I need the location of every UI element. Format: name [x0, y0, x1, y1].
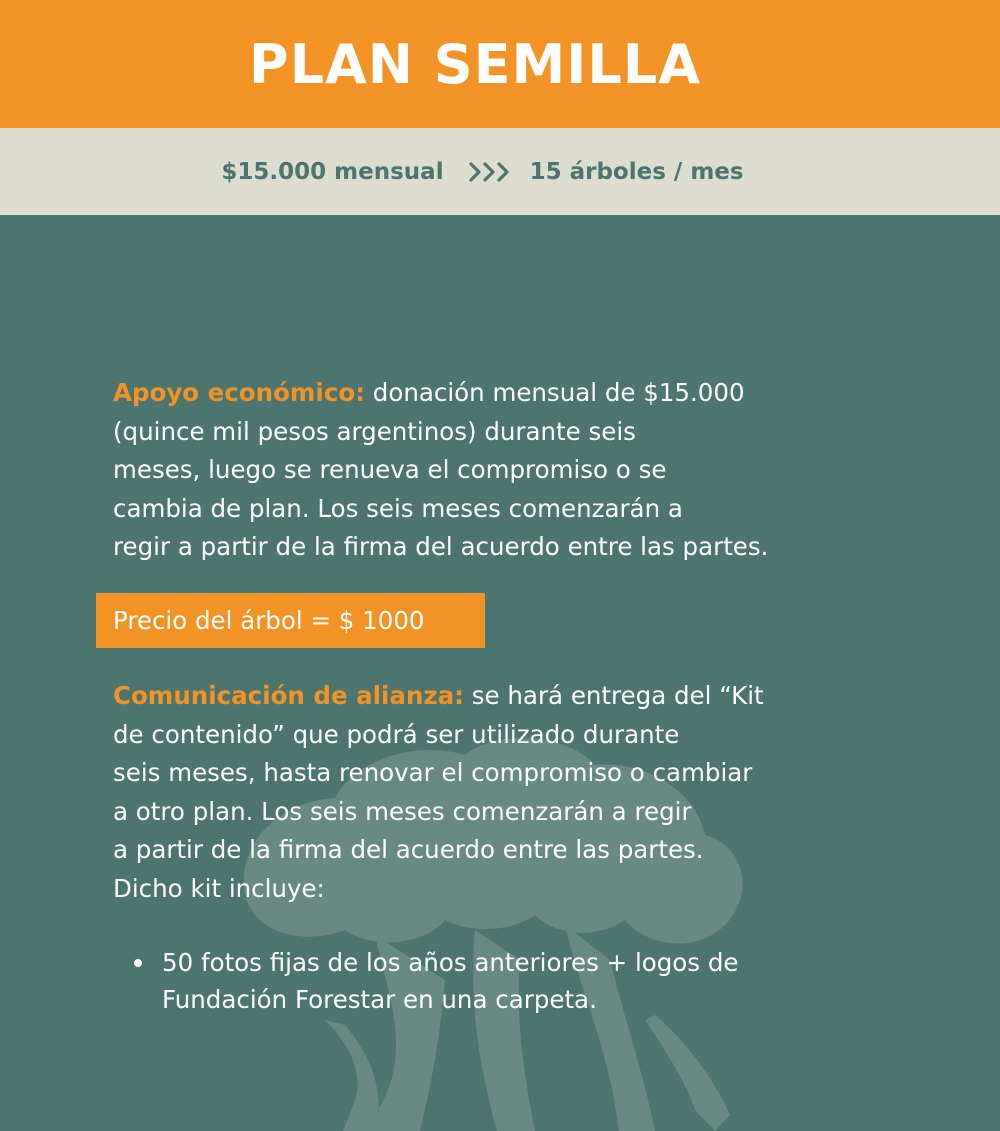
header-banner [0, 0, 1000, 128]
apoyo-line: regir a partir de la firma del acuerdo entre las partes. [113, 532, 769, 561]
apoyo-line: donación mensual de $15.000 [372, 378, 745, 407]
apoyo-line: cambia de plan. Los seis meses comenzarán a [113, 493, 683, 523]
list-item [130, 944, 850, 1018]
bullet-icon [134, 959, 142, 967]
comunicacion-label: Comunicación de alianza: [113, 681, 464, 710]
trees-per-month: 15 árboles / mes [529, 158, 744, 185]
list-item-line: 50 fotos fijas de los años anteriores + logos de [162, 948, 739, 977]
plan-summary-bar [0, 128, 1000, 215]
comunicacion-line: Dicho kit incluye: [113, 873, 325, 903]
apoyo-label: Apoyo económico: [113, 378, 365, 407]
apoyo-line: (quince mil pesos argentinos) durante seis [113, 416, 636, 446]
comunicacion-section [113, 677, 893, 908]
monthly-price: $15.000 mensual [221, 158, 444, 185]
triple-chevron-right-icon [468, 160, 516, 184]
list-item-line: Fundación Forestar en una carpeta. [162, 985, 597, 1014]
comunicacion-line: a otro plan. Los seis meses comenzarán a regir [113, 796, 692, 826]
page-title: PLAN SEMILLA [249, 32, 701, 96]
comunicacion-line: de contenido” que podrá ser utilizado durante [113, 719, 680, 749]
tree-price-box [96, 593, 485, 648]
kit-list [130, 944, 850, 1018]
apoyo-economico-section [113, 374, 893, 567]
comunicacion-line: a partir de la firma del acuerdo entre las partes. [113, 835, 704, 864]
comunicacion-line: se hará entrega del “Kit [471, 681, 764, 710]
tree-price-text: Precio del árbol = $ 1000 [113, 606, 425, 635]
comunicacion-line: seis meses, hasta renovar el compromiso o cambiar [113, 758, 753, 787]
apoyo-line: meses, luego se renueva el compromiso o se [113, 455, 667, 484]
